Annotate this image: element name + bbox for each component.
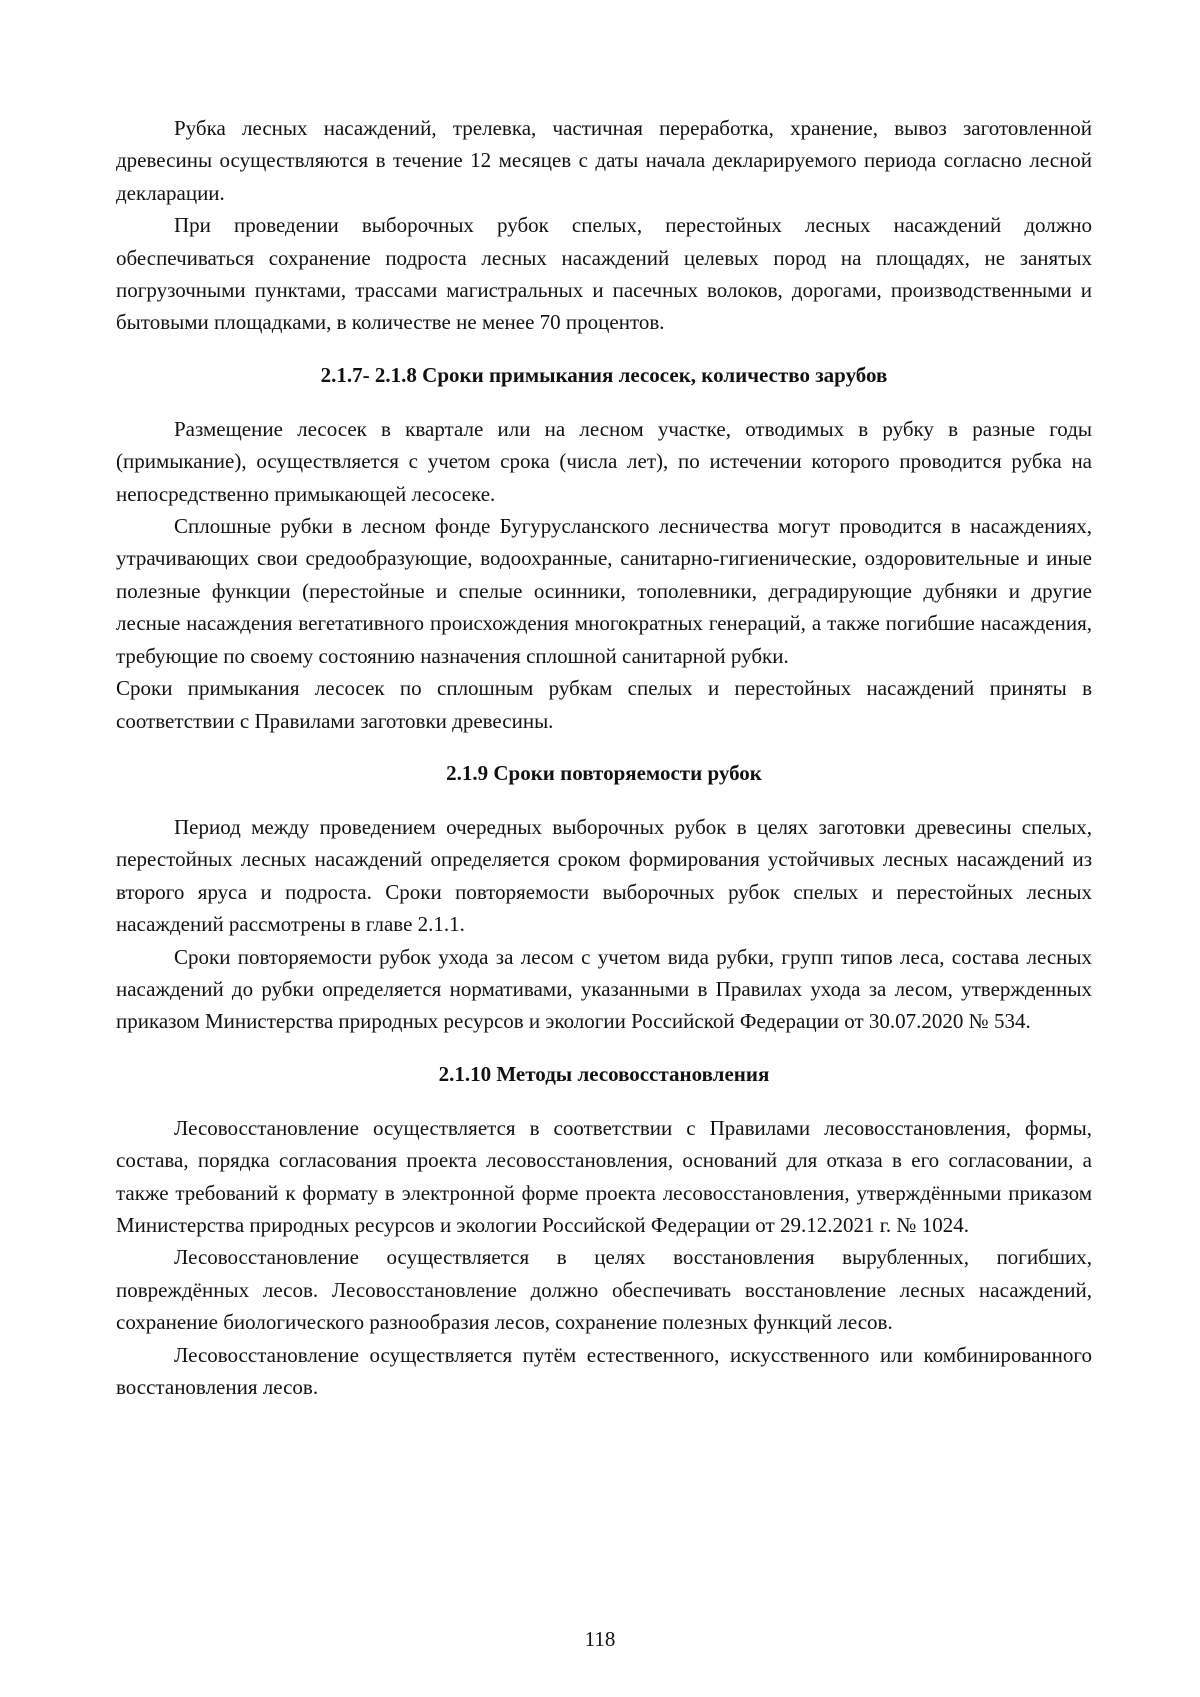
paragraph-adjacency-terms: Сроки примыкания лесосек по сплошным рубкам спелых и перестойных насаждений приняты в соответствии с Правилами заготовки древесины. (116, 676, 1092, 733)
paragraph-thinning-repeatability: Сроки повторяемости рубок ухода за лесом с учетом вида рубки, групп типов леса, состава лесных насаждений до рубки определяется нормативами, указанными в Правилах ухода за лесом, утвержденных приказом Министерства природных ресурсов и экологии Российской Федерации от 30.07.2020 № 534. (116, 944, 1092, 1034)
heading-reforestation-methods: 2.1.10 Методы лесовосстановления (438, 1061, 770, 1086)
paragraph-reforestation-rules: Лесовосстановление осуществляется в соответствии с Правилами лесовосстановления, формы, состава, порядка согласования проекта лесовосстановления, оснований для отказа в его согласовании, а также требований к формату в электронной форме проекта лесовосстановления, утверждёнными приказом Министерства природных ресурсов и экологии Российской Федерации от 29.12.2021 г. № 1024. (116, 1115, 1092, 1237)
page-content (116, 112, 1092, 1403)
paragraph-reforestation-ways: Лесовосстановление осуществляется путём естественного, искусственного или комбинированного восстановления лесов. (116, 1342, 1092, 1399)
heading-cutting-repeatability: 2.1.9 Сроки повторяемости рубок (446, 760, 762, 785)
paragraph-reforestation-purpose: Лесовосстановление осуществляется в целях восстановления вырубленных, погибших, повреждённых лесов. Лесовосстановление должно обеспечивать восстановление лесных насаждений, сохранение биологического разнообразия лесов, сохранение полезных функций лесов. (116, 1245, 1092, 1335)
paragraph-selective-cutting-interval: Период между проведением очередных выборочных рубок в целях заготовки древесины спелых, перестойных лесных насаждений определяется сроком формирования устойчивых лесных насаждений из второго яруса и подроста. Сроки повторяемости выборочных рубок спелых и перестойных лесных насаждений рассмотрены в главе 2.1.1. (116, 814, 1092, 937)
page-number: 118 (584, 1627, 616, 1651)
paragraph-undergrowth-preservation: При проведении выборочных рубок спелых, перестойных лесных насаждений должно обеспечиваться сохранение подроста лесных насаждений целевых пород на площадях, не занятых погрузочными пунктами, трассами магистральных и пасечных волоков, дорогами, производственными и бытовыми площадками, в количестве не менее 70 процентов. (116, 213, 1092, 335)
paragraph-cutting-placement: Размещение лесосек в квартале или на лесном участке, отводимых в рубку в разные годы (примыкание), осуществляется с учетом срока (числа лет), по истечении которого проводится рубка на непосредственно примыкающей лесосеке. (116, 416, 1092, 506)
paragraph-harvest-period: Рубка лесных насаждений, трелевка, частичная переработка, хранение, вывоз заготовленной древесины осуществляются в течение 12 месяцев с даты начала декларируемого периода согласно лесной декларации. (116, 116, 1092, 205)
paragraph-clear-cuttings: Сплошные рубки в лесном фонде Бугурусланского лесничества могут проводится в насаждениях, утрачивающих свои средообразующие, водоохранные, санитарно-гигиенические, оздоровительные и иные полезные функции (перестойные и спелые осинники, тополевники, деградирующие дубняки и другие лесные насаждения вегетативного происхождения многократных генераций, а также погибшие насаждения, требующие по своему состоянию назначения сплошной санитарной рубки. (116, 514, 1092, 668)
heading-cutting-adjacency: 2.1.7- 2.1.8 Сроки примыкания лесосек, количество зарубов (320, 362, 888, 387)
